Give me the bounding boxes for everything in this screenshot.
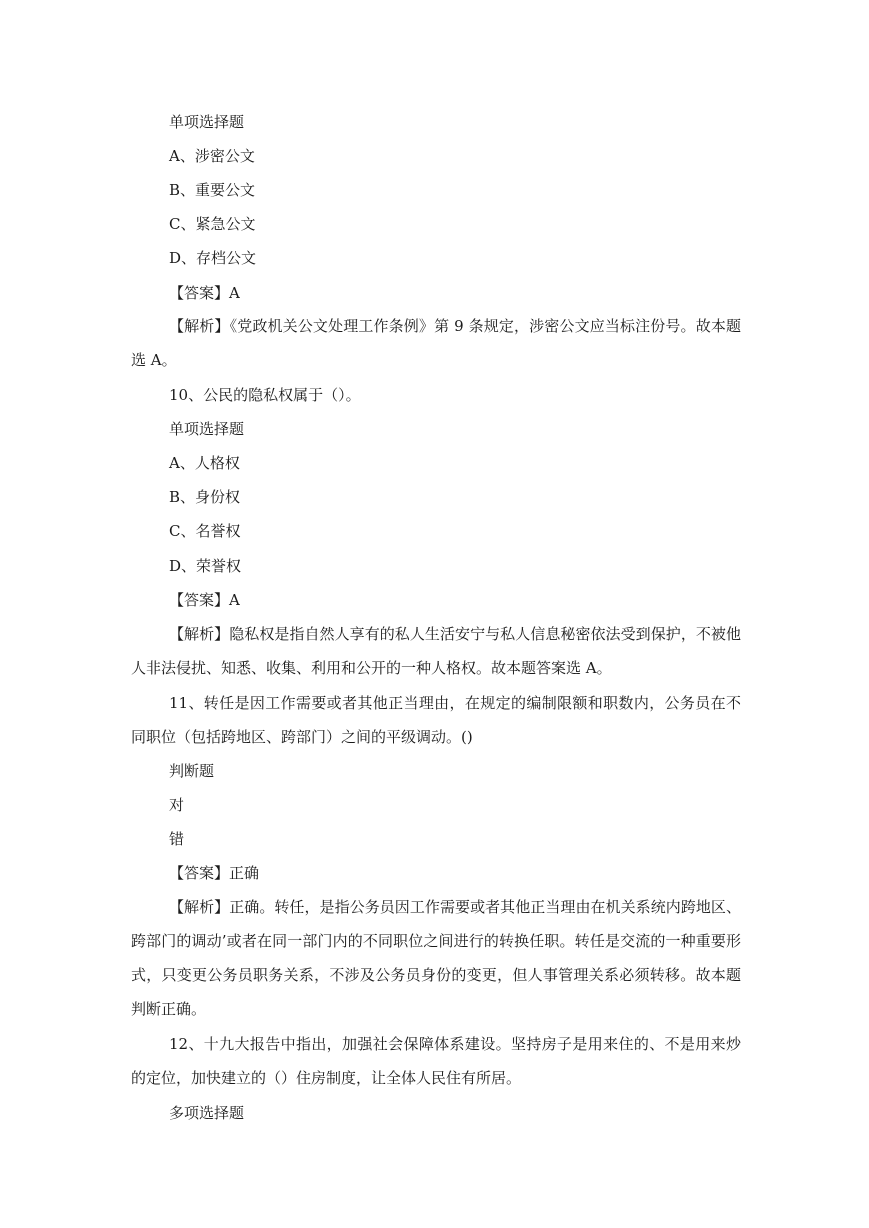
option-b: B、重要公文 — [169, 181, 256, 199]
question-text: 12、十九大报告中指出，加强社会保障体系建设。坚持房子是用来住的、不是用来炒的定位，加快建立的（）住房制度，让全体人民住有所居。 — [131, 1035, 741, 1087]
answer: 【答案】A — [169, 591, 240, 609]
option-d: D、荣誉权 — [169, 557, 242, 575]
option-c: C、名誉权 — [169, 522, 241, 540]
option-c: C、紧急公文 — [169, 215, 256, 233]
analysis: 【解析】正确。转任，是指公务员因工作需要或者其他正当理由在机关系统内跨地区、跨部门的调动’或者在同一部门内的不同职位之间进行的转换任职。转任是交流的一种重要形式，只变更公务员职务关系，不涉及公务员身份的变更，但人事管理关系必须转移。故本题判断正确。 — [131, 898, 741, 1018]
question-type: 多项选择题 — [169, 1104, 245, 1122]
question-type: 单项选择题 — [169, 113, 245, 131]
analysis: 【解析】《党政机关公文处理工作条例》第 9 条规定，涉密公文应当标注份号。故本题选 A。 — [131, 317, 741, 369]
option-b: B、身份权 — [169, 488, 241, 506]
question-type: 判断题 — [169, 762, 215, 780]
option-a: A、人格权 — [169, 454, 240, 472]
question-type: 单项选择题 — [169, 420, 245, 438]
answer: 【答案】正确 — [169, 864, 260, 882]
option-false: 错 — [169, 830, 185, 848]
option-a: A、涉密公文 — [169, 147, 255, 165]
option-d: D、存档公文 — [169, 249, 257, 267]
analysis: 【解析】隐私权是指自然人享有的私人生活安宁与私人信息秘密依法受到保护，不被他人非法侵扰、知悉、收集、利用和公开的一种人格权。故本题答案选 A。 — [131, 625, 741, 677]
option-true: 对 — [169, 796, 185, 814]
question-text: 10、公民的隐私权属于（）。 — [169, 386, 361, 404]
answer: 【答案】A — [169, 284, 240, 302]
question-text: 11、转任是因工作需要或者其他正当理由，在规定的编制限额和职数内，公务员在不同职位（包括跨地区、跨部门）之间的平级调动。() — [131, 694, 741, 746]
